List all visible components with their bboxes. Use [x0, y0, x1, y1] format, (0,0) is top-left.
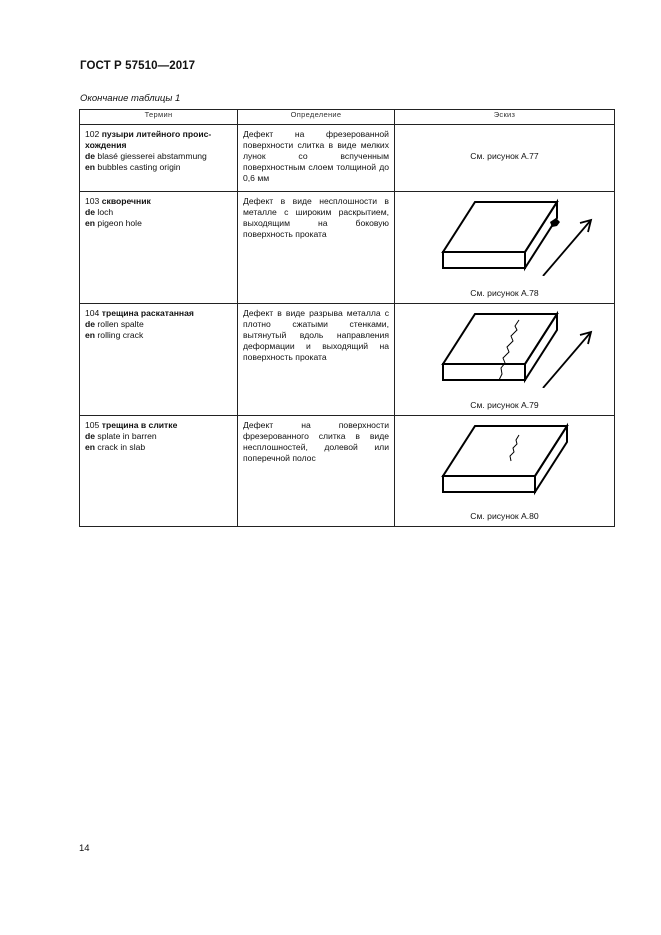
de-label: de [85, 207, 96, 217]
en-term: rolling crack [97, 330, 144, 340]
en-label: en [85, 330, 96, 340]
table-row [80, 304, 615, 416]
sketch-cell [395, 416, 615, 527]
definition-cell: Дефект на фрезерованной поверхности слитка в виде мелких лунок со вспученным поверхностным слоем толщиной до 0,6 мм [238, 125, 395, 192]
en-term: crack in slab [97, 442, 146, 452]
en-label: en [85, 442, 96, 452]
definition-cell: Дефект в виде несплошности в металле с широким раскрытием, выходящим на боковую поверхность проката [238, 192, 395, 304]
column-header-term: Термин [80, 110, 238, 125]
de-term: rollen spalte [97, 319, 144, 329]
en-label: en [85, 162, 96, 172]
column-header-definition: Определение [238, 110, 395, 125]
table-row [80, 416, 615, 527]
term-cell [80, 304, 238, 416]
sketch-reference: См. рисунок А.80 [470, 511, 539, 521]
column-header-sketch: Эскиз [395, 110, 615, 125]
terms-table [79, 109, 615, 527]
sketch-reference: См. рисунок А.79 [470, 400, 539, 410]
sketch-cell [395, 125, 615, 192]
en-term: bubbles casting origin [97, 162, 181, 172]
term-number: 102 [85, 129, 100, 139]
sketch-reference: См. рисунок А.77 [470, 151, 539, 161]
definition-cell: Дефект на поверхности фрезерованного слитка в виде несплошностей, долевой или поперечной полос [238, 416, 395, 527]
slab-pigeon-hole-sketch [423, 194, 593, 276]
term-cell [80, 192, 238, 304]
de-term: loch [97, 207, 114, 217]
term-cell [80, 416, 238, 527]
table-caption: Окончание таблицы 1 [80, 93, 181, 104]
table-row [80, 192, 615, 304]
de-label: de [85, 151, 96, 161]
table-row [80, 125, 615, 192]
sketch-reference: См. рисунок А.78 [470, 288, 539, 298]
de-label: de [85, 319, 96, 329]
definition-cell: Дефект в виде разрыва металла с плотно сжатыми стенками, вытянутый вдоль направления деформации и выходящий на поверхность проката [238, 304, 395, 416]
term-name: трещина в слитке [101, 420, 178, 430]
slab-rolling-crack-sketch [423, 306, 593, 388]
term-number: 105 [85, 420, 100, 430]
de-term: blasé giesserei abstammung [97, 151, 207, 161]
term-number: 104 [85, 308, 100, 318]
en-term: pigeon hole [97, 218, 142, 228]
term-name: пузыри литейного проис- [101, 129, 212, 139]
de-term: splate in barren [97, 431, 157, 441]
document-title: ГОСТ Р 57510—2017 [80, 60, 196, 72]
de-label: de [85, 431, 96, 441]
en-label: en [85, 218, 96, 228]
sketch-cell [395, 304, 615, 416]
term-number: 103 [85, 196, 100, 206]
term-name: трещина раскатанная [101, 308, 194, 318]
page-number: 14 [79, 843, 90, 854]
slab-crack-sketch [423, 418, 593, 500]
term-name-continued: хождения [85, 140, 127, 150]
term-name: скворечник [101, 196, 151, 206]
sketch-cell [395, 192, 615, 304]
term-cell [80, 125, 238, 192]
table-header-row [80, 110, 615, 125]
